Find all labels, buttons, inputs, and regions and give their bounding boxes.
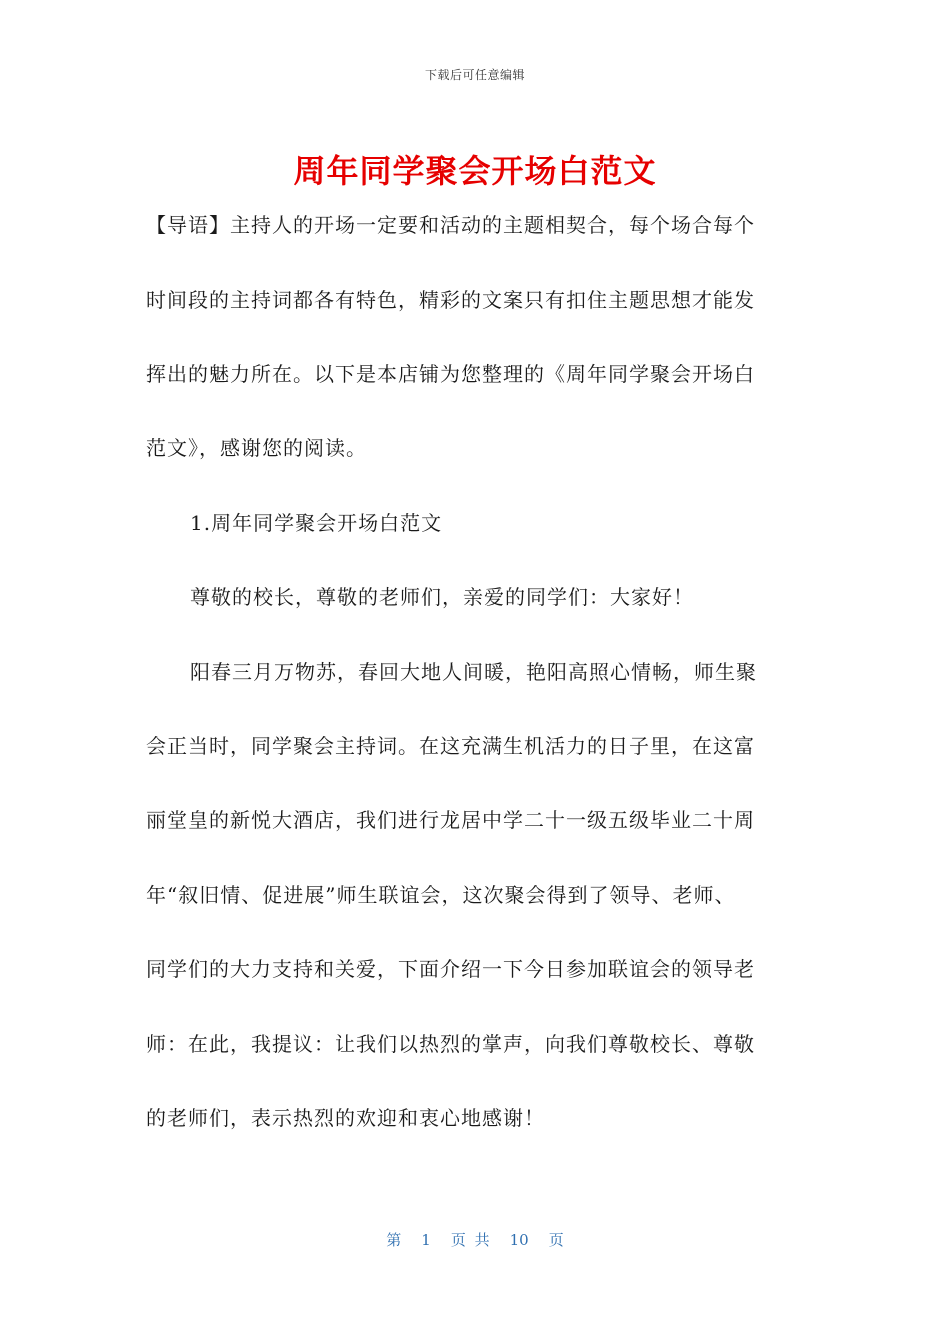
text-line: 尊敬的校长，尊敬的老师们，亲爱的同学们：大家好！ — [190, 585, 694, 609]
page-label: 第 — [386, 1231, 402, 1249]
text-line: 同学们的大力支持和关爱，下面介绍一下今日参加联谊会的领导老 — [146, 957, 755, 981]
text-line: 会正当时，同学聚会主持词。在这充满生机活力的日子里，在这富 — [146, 734, 755, 758]
total-label: 页 共 — [450, 1231, 490, 1249]
text-line: 【导语】主持人的开场一定要和活动的主题相契合，每个场合每个 — [146, 213, 755, 237]
page-number: 1 — [421, 1231, 431, 1249]
document-title: 周年同学聚会开场白范文 — [293, 152, 657, 190]
text-line: 挥出的魅力所在。以下是本店铺为您整理的《周年同学聚会开场白 — [146, 362, 755, 386]
text-line: 时间段的主持词都各有特色，精彩的文案只有扣住主题思想才能发 — [146, 288, 755, 312]
text-line: 的老师们，表示热烈的欢迎和衷心地感谢！ — [146, 1106, 545, 1130]
text-line: 阳春三月万物苏，春回大地人间暖，艳阳高照心情畅，师生聚 — [190, 660, 757, 684]
page-footer — [0, 1229, 950, 1250]
header-note: 下载后可任意编辑 — [424, 68, 525, 82]
page-suffix: 页 — [548, 1231, 564, 1249]
total-pages: 10 — [509, 1231, 529, 1249]
text-line: 师：在此，我提议：让我们以热烈的掌声，向我们尊敬校长、尊敬 — [146, 1032, 755, 1056]
text-line: 范文》，感谢您的阅读。 — [146, 436, 367, 460]
text-line: 年“叙旧情、促进展”师生联谊会，这次聚会得到了领导、老师、 — [146, 883, 736, 907]
section-heading: 1.周年同学聚会开场白范文 — [190, 511, 443, 535]
text-line: 丽堂皇的新悦大酒店，我们进行龙居中学二十一级五级毕业二十周 — [146, 808, 755, 832]
